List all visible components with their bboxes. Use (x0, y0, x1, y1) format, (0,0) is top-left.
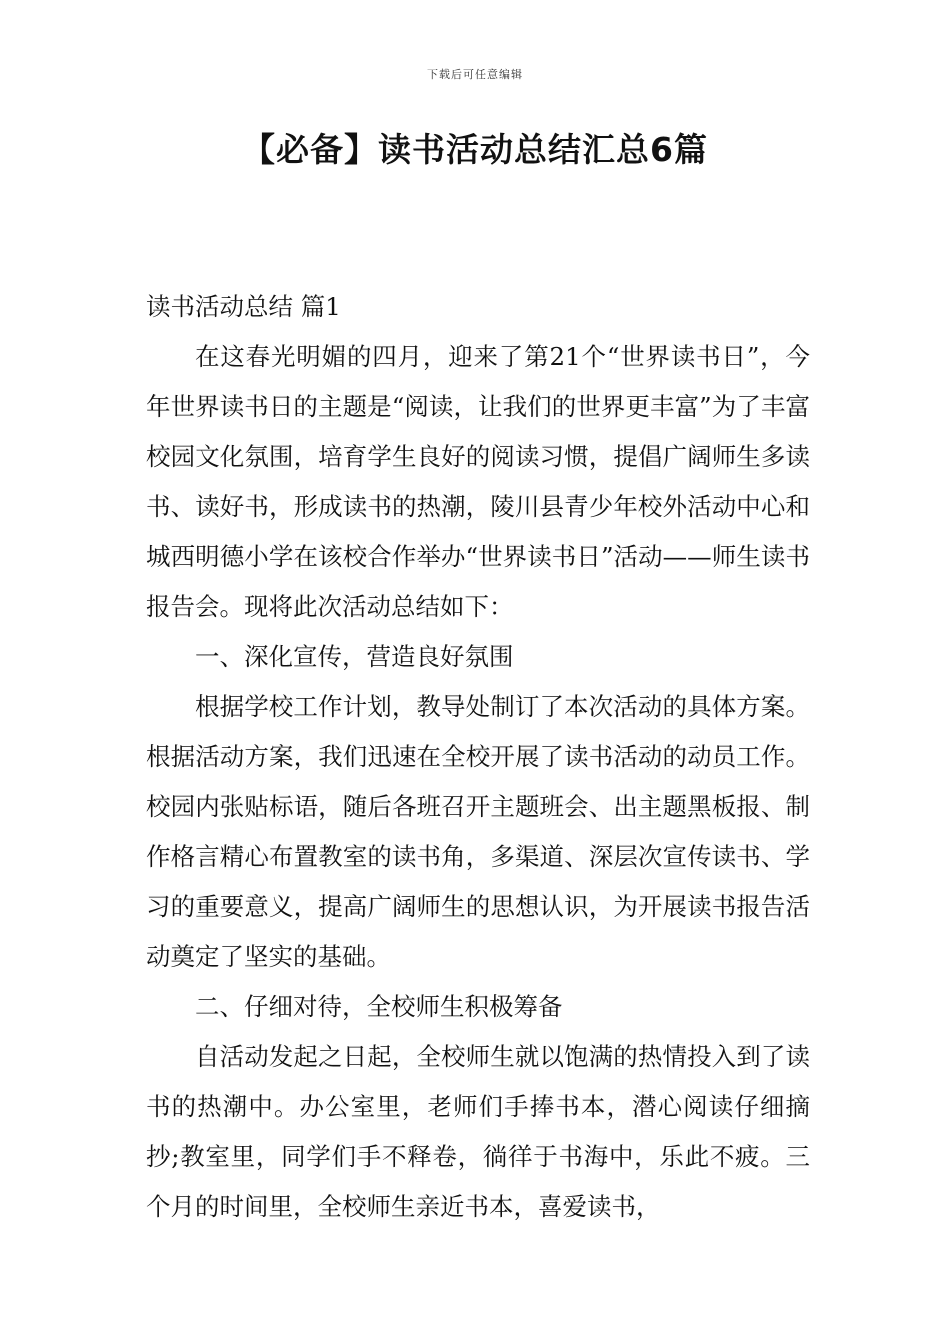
document-title: 【必备】读书活动总结汇总6篇 (242, 130, 708, 169)
paragraph-publicity: 根据学校工作计划，教导处制订了本次活动的具体方案。根据活动方案，我们迅速在全校开展了读书活动的动员工作。校园内张贴标语，随后各班召开主题班会、出主题黑板报、制作格言精心布置教室的读书角，多渠道、深层次宣传读书、学习的重要意义，提高广阔师生的思想认识，为开展读书报告活动奠定了坚实的基础。 (146, 692, 810, 971)
header-note: 下载后可任意编辑 (427, 68, 523, 81)
paragraph-intro: 在这春光明媚的四月，迎来了第21个“世界读书日”，今年世界读书日的主题是“阅读，让我们的世界更丰富”为了丰富校园文化氛围，培育学生良好的阅读习惯，提倡广阔师生多读书、读好书，形成读书的热潮，陵川县青少年校外活动中心和城西明德小学在该校合作举办“世界读书日”活动——师生读书报告会。现将此次活动总结如下： (146, 342, 810, 621)
heading-publicity: 一、深化宣传，营造良好氛围 (195, 642, 514, 671)
section-label: 读书活动总结 篇1 (146, 292, 341, 321)
document-body (146, 282, 810, 1232)
paragraph-preparation: 自活动发起之日起，全校师生就以饱满的热情投入到了读书的热潮中。办公室里，老师们手捧书本，潜心阅读仔细摘抄;教室里，同学们手不释卷，徜徉于书海中，乐此不疲。三个月的时间里，全校师生亲近书本，喜爱读书， (146, 1042, 810, 1221)
heading-preparation: 二、仔细对待，全校师生积极筹备 (195, 992, 563, 1021)
